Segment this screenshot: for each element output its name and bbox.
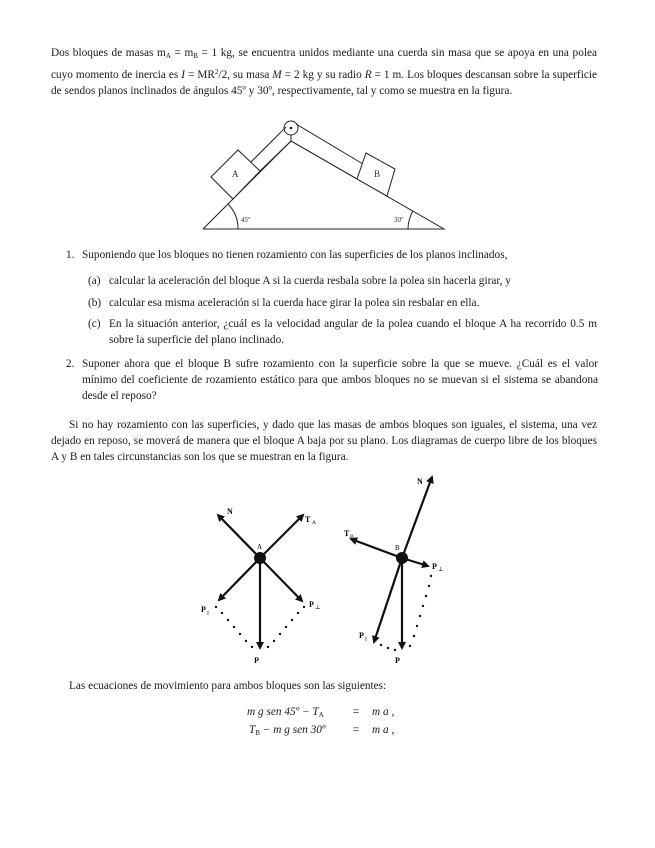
equation-2 [249,724,325,737]
inertia-tail: /2, su masa [218,69,273,81]
intro-text-2: = m [170,47,194,59]
angle-30-label: 30º [394,216,404,224]
force-ppar-b-label: P [359,631,364,640]
free-body-diagram-b [351,477,432,648]
eq1-lhs-sub: A [318,711,324,719]
question-2-number: 2. [66,358,75,370]
eq2-lhs-pre: T [249,724,256,736]
force-t-b-sub: B [350,534,354,540]
eq2-lhs: − m g sen 30º [259,724,326,736]
equation-2-rhs [372,724,394,736]
force-ppar-b-sub: || [365,636,368,642]
inertia-eq: = MR [185,69,215,81]
force-ppar-a-sub: || [207,610,210,616]
intro-text-3: = 1 kg, se encuentra unidos mediante una cuerda sin masa que se apoya en una polea cuyo momento de inercia es [51,47,598,81]
question-2-text: Suponer ahora que el bloque B sufre rozamiento con la superficie sobre la que se mueve. ¿Cuál es el valor mínimo del coeficiente de rozamiento estático para que ambos bloques no se muevan si el sistema se abandona desde el reposo? [82,358,598,402]
eq2-rhs: m a , [372,724,395,736]
intro-text-1: Dos bloques de masas m [51,47,166,59]
force-p-b-label: P [395,656,400,665]
force-ppar-a-label: P [201,605,206,614]
equation-1 [247,706,324,719]
paragraph-3: Las ecuaciones de movimiento para ambos bloques son las siguientes: [69,680,387,692]
sub-a: A [165,52,171,60]
free-body-diagram-a [218,515,303,648]
equation-1-rhs [372,706,394,718]
force-n-b-label: N [417,477,423,486]
equation-2-eq: = [353,724,360,736]
subitem-c-label: (c) [88,318,101,330]
eq1-lhs: m g sen 45º − T [247,706,319,718]
eq2-lhs-pre-sub: B [255,729,260,737]
subitem-a-text: calcular la aceleración del bloque A si la cuerda resbala sobre la polea sin hacerla girar, y [109,275,511,287]
subitem-c-text: En la situación anterior, ¿cuál es la velocidad angular de la polea cuando el bloque A ha recorrido 0.5 m sobre la superficie del plano inclinado. [109,318,597,346]
question-1-text: Suponiendo que los bloques no tienen rozamiento con las superficies de los planos inclinados, [82,249,508,261]
body-b-label: B [395,544,400,552]
equation-1-eq: = [353,706,360,718]
block-b-label: B [374,169,381,179]
subitem-b-text: calcular esa misma aceleración si la cuerda hace girar la polea sin resbalar en ella. [109,297,480,309]
force-pperp-a-sub: ⊥ [315,605,321,611]
paragraph-2: Si no hay rozamiento con las superficies, y dado que las masas de ambos bloques son iguales, el sistema, una vez dejado en reposo, se moverá de manera que el bloque A baja por su plano. Los diagramas de cuerpo libre de los bloques A y B en tales circunstancias son los que se muestran en la figura. [51,419,597,463]
force-t-a-label: T [305,515,311,524]
force-t-b-label: T [344,529,350,538]
force-pperp-a-label: P [309,600,314,609]
body-a-label: A [257,543,263,551]
radius-symbol: R [364,69,372,81]
force-t-a-sub: A [312,520,316,526]
mass-tail: = 2 kg y su radio [281,69,365,81]
radius-tail: = 1 m. Los bloques descansan sobre la superficie de sendos planos inclinados de ángulos 45º y 30º, respectivamente, tal y como se muestra en la figura. [51,69,597,97]
inertia-symbol: I [181,69,186,81]
subitem-a-label: (a) [88,275,101,287]
eq1-rhs: m a , [372,706,395,718]
subitem-b-label: (b) [88,297,102,309]
force-n-a-label: N [227,507,233,516]
force-p-a-label: P [254,656,259,665]
force-pperp-b-label: P [432,562,437,571]
question-1-number: 1. [66,249,75,261]
mass-symbol: M [272,69,282,81]
block-a-label: A [232,169,239,179]
inertia-exp: 2 [214,68,219,76]
sub-b: B [193,52,198,60]
angle-45-label: 45º [241,216,251,224]
force-pperp-b-sub: ⊥ [438,567,444,573]
